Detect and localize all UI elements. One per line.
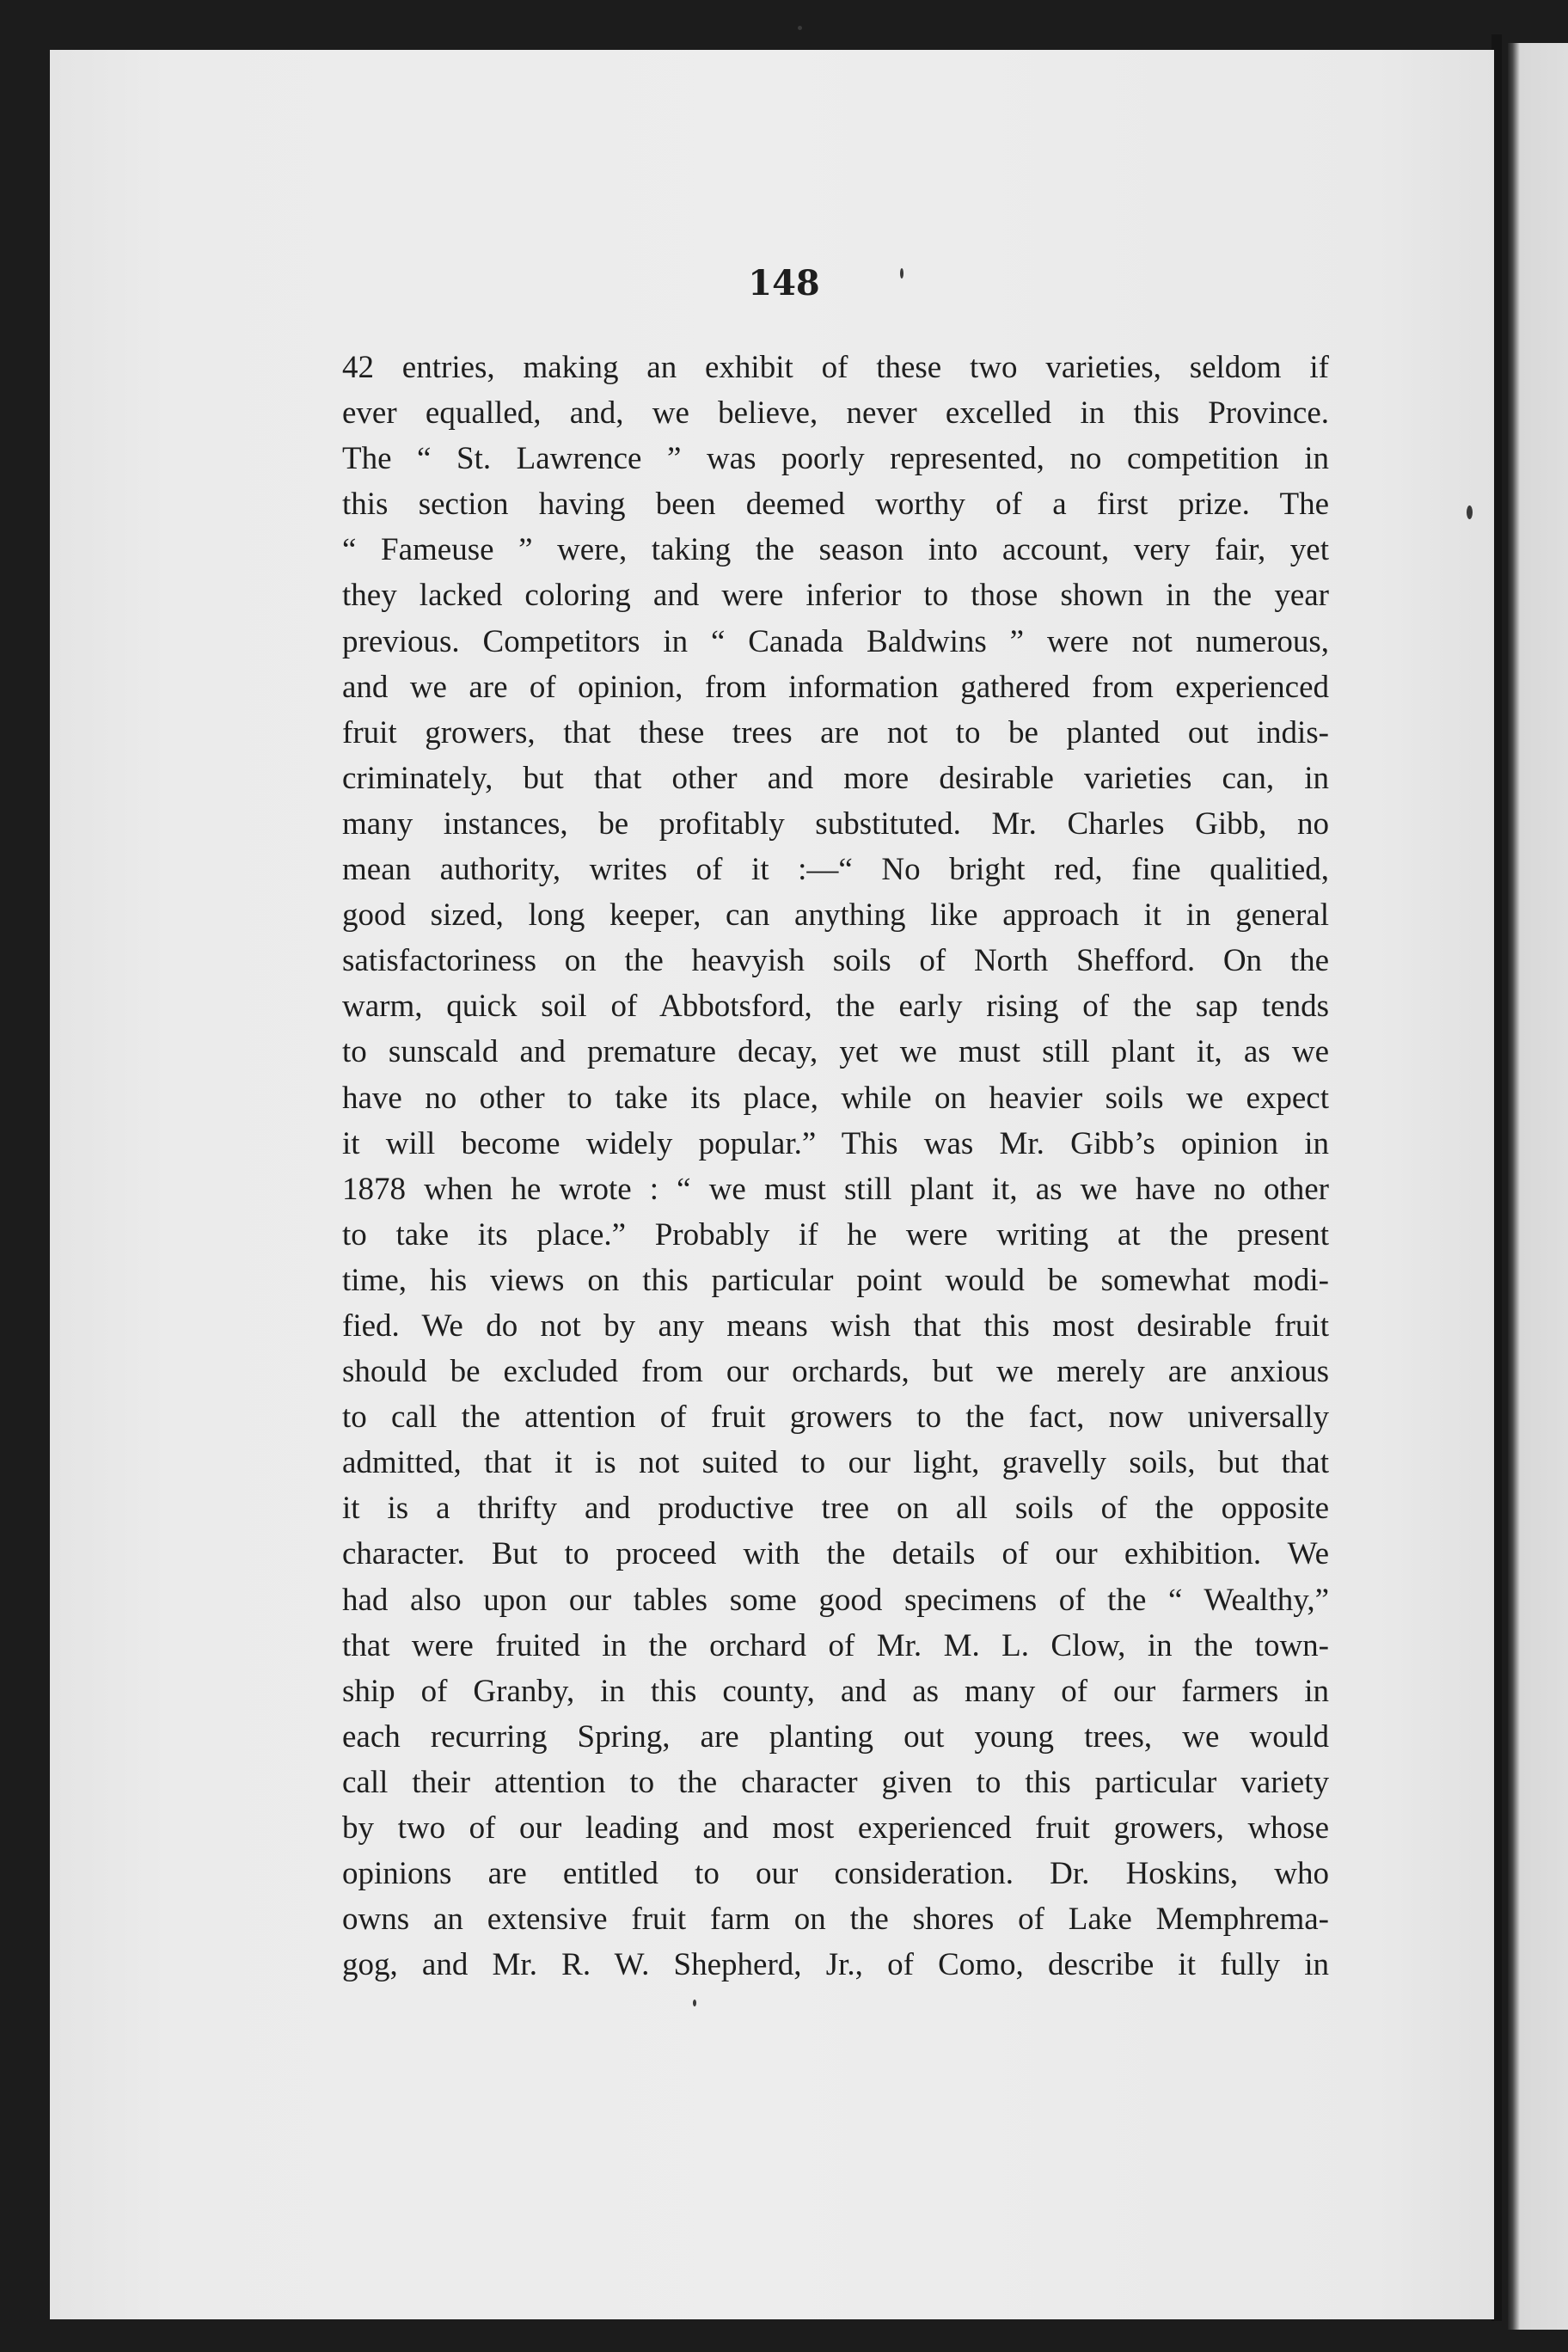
text-line: they lacked coloring and were inferior to those shown in the year <box>342 578 1329 614</box>
text-line: criminately, but that other and more desirable varieties can, in <box>342 760 1329 796</box>
text-line: gog, and Mr. R. W. Shepherd, Jr., of Como, describe it fully in <box>342 1947 1329 1983</box>
ink-speck <box>693 2000 696 2006</box>
text-line: ever equalled, and, we believe, never excelled in this Province. <box>342 395 1329 432</box>
body-text <box>342 345 1329 1988</box>
text-line: and we are of opinion, from information gathered from experienced <box>342 669 1329 705</box>
ink-speck <box>798 26 802 30</box>
adjacent-page-edge <box>1508 43 1568 2330</box>
text-line: owns an extensive fruit farm on the shores of Lake Memphrema- <box>342 1902 1329 1938</box>
text-line: should be excluded from our orchards, but we merely are anxious <box>342 1354 1329 1390</box>
text-line: to call the attention of fruit growers to the fact, now universally <box>342 1400 1329 1436</box>
text-line: 42 entries, making an exhibit of these two varieties, seldom if <box>342 350 1329 385</box>
text-line: good sized, long keeper, can anything like approach it in general <box>342 897 1329 934</box>
text-line: it is a thrifty and productive tree on all soils of the opposite <box>342 1491 1329 1527</box>
text-line: many instances, be profitably substituted. Mr. Charles Gibb, no <box>342 805 1329 842</box>
ink-speck <box>1467 505 1473 519</box>
text-line: warm, quick soil of Abbotsford, the early rising of the sap tends <box>342 989 1329 1025</box>
text-line: admitted, that it is not suited to our light, gravelly soils, but that <box>342 1445 1329 1481</box>
text-line: this section having been deemed worthy of a first prize. The <box>342 487 1329 523</box>
text-line: mean authority, writes of it :—“ No bright red, fine qualitied, <box>342 852 1329 888</box>
text-line: to take its place.” Probably if he were writing at the present <box>342 1216 1329 1253</box>
text-line: had also upon our tables some good specimens of the “ Wealthy,” <box>342 1582 1329 1618</box>
text-line: ship of Granby, in this county, and as many of our farmers in <box>342 1673 1329 1709</box>
text-line: The “ St. Lawrence ” was poorly represented, no competition in <box>342 441 1329 477</box>
text-line: that were fruited in the orchard of Mr. M. L. Clow, in the town- <box>342 1627 1329 1663</box>
text-line: previous. Competitors in “ Canada Baldwins ” were not numerous, <box>342 623 1329 659</box>
text-line: have no other to take its place, while on heavier soils we expect <box>342 1080 1329 1116</box>
text-line: time, his views on this particular point would be somewhat modi- <box>342 1262 1329 1298</box>
text-line: fied. We do not by any means wish that this most desirable fruit <box>342 1308 1329 1344</box>
text-line: fruit growers, that these trees are not to be planted out indis- <box>342 714 1329 750</box>
text-line: each recurring Spring, are planting out young trees, we would <box>342 1718 1329 1755</box>
text-line: to sunscald and premature decay, yet we must still plant it, as we <box>342 1034 1329 1070</box>
text-line: by two of our leading and most experienced fruit growers, whose <box>342 1810 1329 1846</box>
page-number: 148 <box>748 263 820 303</box>
text-line: it will become widely popular.” This was Mr. Gibb’s opinion in <box>342 1125 1329 1161</box>
text-line: character. But to proceed with the details of our exhibition. We <box>342 1536 1329 1572</box>
text-line: 1878 when he wrote : “ we must still plant it, as we have no other <box>342 1171 1329 1207</box>
text-line: “ Fameuse ” were, taking the season into account, very fair, yet <box>342 532 1329 568</box>
text-line: opinions are entitled to our consideration. Dr. Hoskins, who <box>342 1856 1329 1892</box>
text-line: call their attention to the character given to this particular variety <box>342 1764 1329 1800</box>
text-line: satisfactoriness on the heavyish soils of North Shefford. On the <box>342 943 1329 979</box>
